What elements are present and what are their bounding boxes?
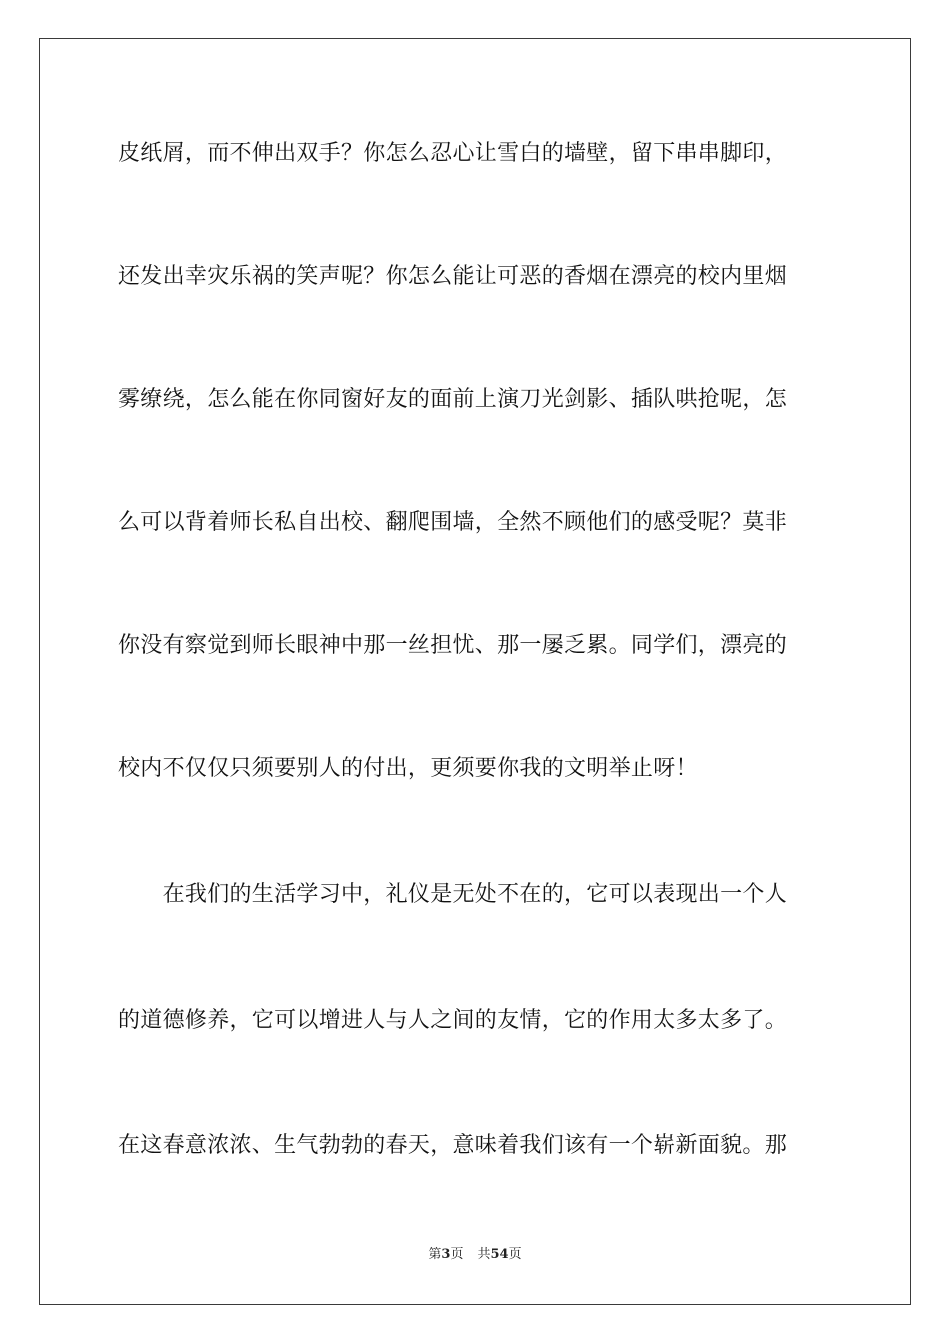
page-border bbox=[39, 38, 911, 1305]
body-text-line-2: 还发出幸灾乐祸的笑声呢？你怎么能让可恶的香烟在漂亮的校内里烟 bbox=[118, 264, 788, 289]
body-text-line-8: 的道德修养，它可以增进人与人之间的友情，它的作用太多太多了。 bbox=[118, 1008, 788, 1033]
page-footer bbox=[0, 1246, 950, 1264]
body-text-line-1: 皮纸屑，而不伸出双手？你怎么忍心让雪白的墙壁，留下串串脚印， bbox=[118, 141, 788, 166]
page-prefix: 第 bbox=[428, 1247, 442, 1262]
body-text-line-9: 在这春意浓浓、生气勃勃的春天，意味着我们该有一个崭新面貌。那 bbox=[118, 1133, 788, 1158]
body-text-line-3: 雾缭绕，怎么能在你同窗好友的面前上演刀光剑影、插队哄抢呢，怎 bbox=[118, 387, 788, 412]
total-suffix: 页 bbox=[508, 1247, 522, 1262]
page-number: 3 bbox=[441, 1247, 451, 1262]
page-suffix: 页 bbox=[450, 1247, 464, 1262]
body-text-line-4: 么可以背着师长私自出校、翻爬围墙，全然不顾他们的感受呢？莫非 bbox=[118, 510, 788, 535]
body-text-line-5: 你没有察觉到师长眼神中那一丝担忧、那一屡乏累。同学们，漂亮的 bbox=[118, 633, 788, 658]
total-prefix: 共 bbox=[477, 1247, 491, 1262]
total-pages: 54 bbox=[490, 1247, 509, 1262]
body-text-line-6: 校内不仅仅只须要别人的付出，更须要你我的文明举止呀！ bbox=[118, 756, 698, 781]
body-text-line-7: 在我们的生活学习中，礼仪是无处不在的，它可以表现出一个人 bbox=[118, 882, 788, 907]
